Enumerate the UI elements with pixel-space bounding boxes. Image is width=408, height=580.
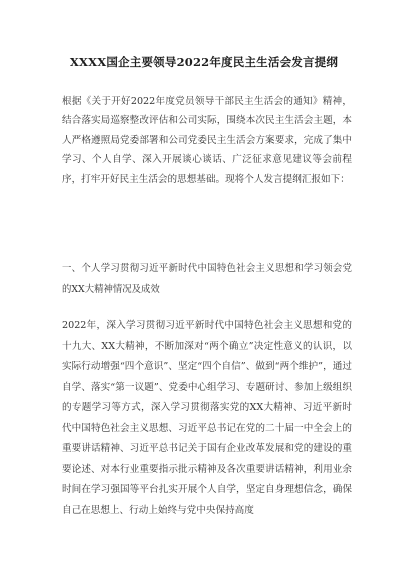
section-heading: 一、个人学习贯彻习近平新时代中国特色社会主义思想和学习领会党的XX大精神情况及成效 [62,263,352,295]
body-paragraph: 2022年，深入学习贯彻习近平新时代中国特色社会主义思想和党的十九大、XX大精神，不断加深对“两个确立”决定性意义的认识，以实际行动增强“四个意识”、坚定“四个自信”、做到“两个维护”，通过自学、落实“第一议题”、党委中心组学习、专题研讨、参加上级组织的专题学习等方式，深入学习贯彻落实党的XX大精神、习近平新时代中国特色社会主义思想、习近平总书记在党的二十届一中全会上的重要讲话精神、习近平总书记关于国有企业改革发展和党的建设的重要论述、对本行业重要指示批示精神及各次重要讲话精神，利用业余时间在学习强国等平台扎实开展个人自学，坚定自身理想信念，确保自己在思想上、行动上始终与党中央保持高度 [62,320,352,516]
intro-paragraph: 根据《关于开好2022年度党员领导干部民主生活会的通知》精神，结合落实局巡察整改评估和公司实际，围绕本次民主生活会主题，本人严格遵照局党委部署和公司党委民主生活会方案要求，完成了集中学习、个人自学、深入开展谈心谈话、广泛征求意见建议等会前程序，打牢开好民主生活会的思想基础。现将个人发言提纲汇报如下： [62,96,352,185]
document-title: XXXX国企主要领导2022年度民主生活会发言提纲 [69,55,339,69]
